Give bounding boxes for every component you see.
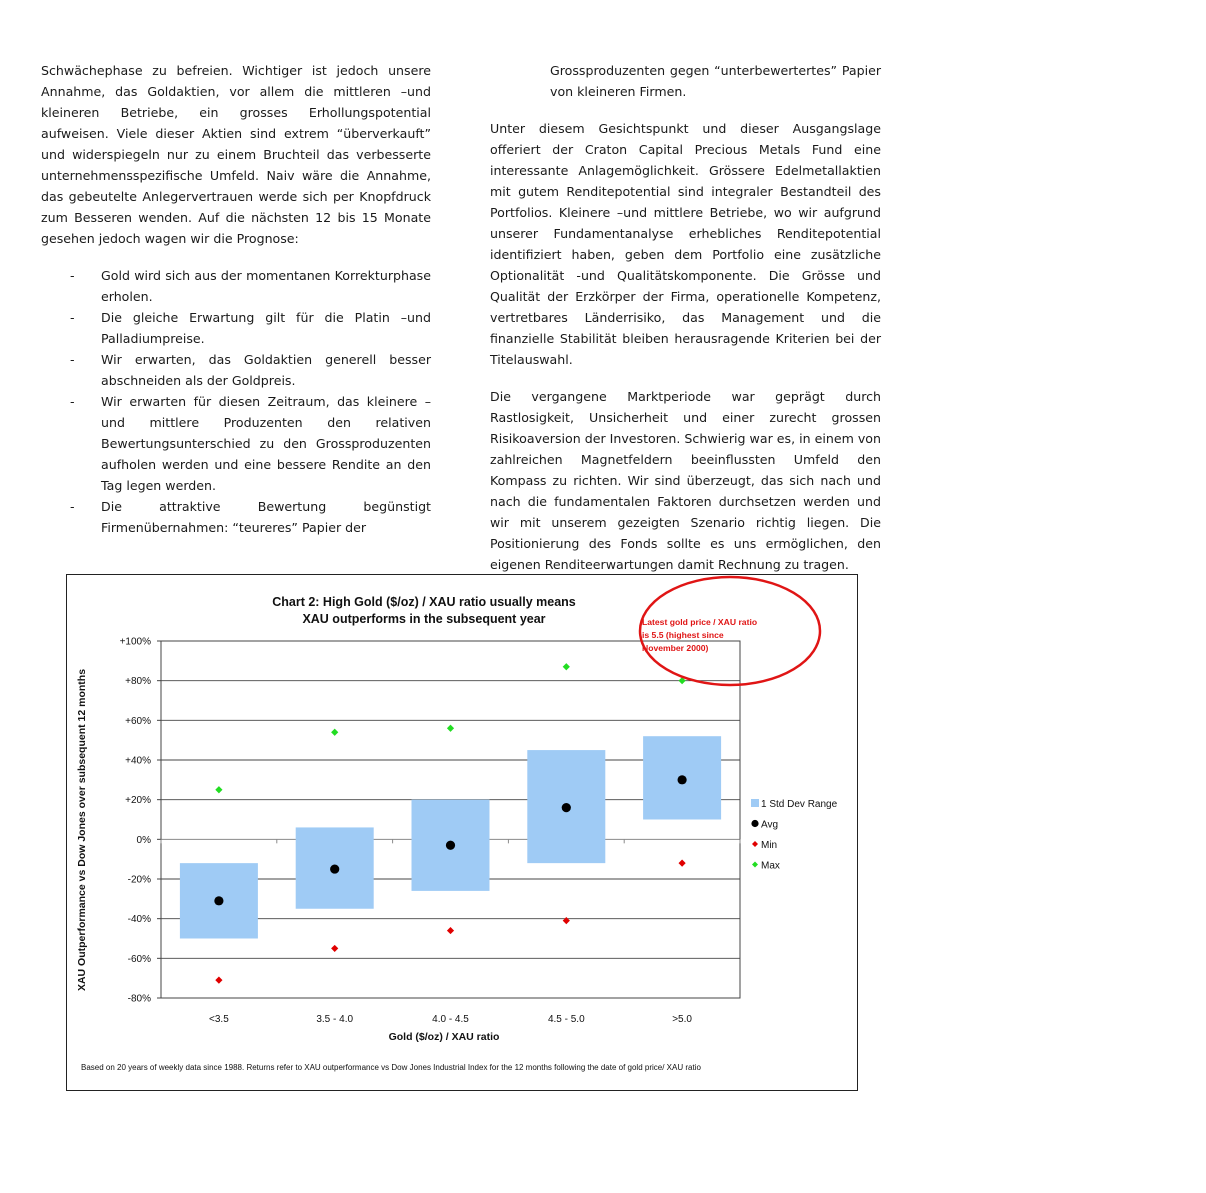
y-tick-label: -80% [127, 993, 151, 1005]
y-tick-label: -40% [127, 914, 151, 926]
legend-swatch-range [751, 799, 759, 807]
forecast-item [41, 307, 431, 349]
legend-swatch-avg [751, 820, 758, 827]
right-column [490, 60, 881, 591]
y-tick-label: 0% [136, 834, 151, 846]
forecast-item-text: Die gleiche Erwartung gilt für die Platin –und Palladiumpreise. [101, 310, 431, 346]
x-tick-label: 4.5 - 5.0 [547, 1014, 585, 1025]
forecast-item-text: Wir erwarten, das Goldaktien generell besser abschneiden als der Goldpreis. [101, 352, 431, 388]
chart-footnote: Based on 20 years of weekly data since 1988. Returns refer to XAU outperformance vs Dow Jones Industrial Index for the 12 months following the date of gold price/ XAU ratio [81, 1063, 701, 1072]
right-paragraph-2: Die vergangene Marktperiode war geprägt durch Rastlosigkeit, Unsicherheit und einer zurecht grossen Risikoaversion der Investoren. Schwierig war es, in einem von zahlreichen Magnetfeldern beeinflussten Umfeld den Kompass zu richten. Wir sind überzeugt, das sich nach und nach die fundamentalen Faktoren durchsetzen werden und wir mit unserem gezeigten Szenario richtig liegen. Die Positionierung des Fonds sollte es uns ermöglichen, den eigenen Renditeerwartungen damit Rechnung zu tragen. [490, 389, 881, 572]
y-tick-label: -60% [127, 953, 151, 965]
y-tick-label: +80% [125, 676, 151, 688]
min-point [447, 927, 454, 934]
min-point [563, 917, 570, 924]
min-point [679, 860, 686, 867]
forecast-item [41, 349, 431, 391]
forecast-list [41, 265, 431, 538]
annotation-text-line: November 2000) [642, 643, 709, 653]
chart-y-axis-label: XAU Outperformance vs Dow Jones over subsequent 12 months [76, 668, 88, 992]
forecast-item-text: Wir erwarten für diesen Zeitraum, das kleinere – und mittlere Produzenten den relativen Bewertungsunterschied zu den Grossproduzenten aufholen werden und eine bessere Rendite an den Tag legen werden. [101, 394, 431, 493]
chart-container [66, 574, 858, 1091]
forecast-item [41, 391, 431, 496]
avg-point [562, 803, 571, 812]
avg-point [678, 775, 687, 784]
min-point [215, 977, 222, 984]
forecast-item-text: Die attraktive Bewertung begünstigt Firmenübernahmen: “teureres” Papier der [101, 499, 431, 535]
x-tick-label: 3.5 - 4.0 [316, 1014, 354, 1025]
left-intro-paragraph: Schwächephase zu befreien. Wichtiger ist jedoch unsere Annahme, das Goldaktien, vor allem die mittleren –und kleineren Betriebe, ein grosses Erhollungspotential aufweisen. Viele dieser Aktien sind extrem “überverkauft” und widerspiegeln nur zu einem Bruchteil das verbesserte unternehmensspezifische Umfeld. Naiv wäre die Annahme, das gebeutelte Anlegervertrauen werde sich per Knopfdruck zum Besseren wenden. Auf die nächsten 12 bis 15 Monate gesehen jedoch wagen wir die Prognose: [41, 63, 431, 246]
bullet-marker: - [70, 268, 75, 283]
min-point [331, 945, 338, 952]
legend-label-avg: Avg [761, 819, 779, 831]
max-point [215, 786, 222, 793]
chart-plot-area [120, 577, 838, 1025]
legend-swatch-max [752, 862, 758, 868]
right-paragraph-1: Unter diesem Gesichtspunkt und dieser Ausgangslage offeriert der Craton Capital Precious Metals Fund eine interessante Anlagemöglichkeit. Grössere Edelmetallaktien mit gutem Renditepotential sind integraler Bestandteil des Portfolios. Kleinere –und mittlere Betriebe, wo wir aufgrund unserer Fundamentanalyse erhebliches Renditepotential identifiziert haben, geben dem Portfolio eine zusätzliche Optionalität -und Qualitätskomponente. Die Grösse und Qualität der Erzkörper der Firma, operationelle Kompetenz, vertretbares Länderrisiko, das Management und die finanzielle Stabilität bleiben herausragende Kriterien bei der Titelauswahl. [490, 121, 881, 367]
forecast-item [41, 265, 431, 307]
right-continuation-text: Grossproduzenten gegen “unterbewertertes” Papier von kleineren Firmen. [550, 63, 881, 99]
left-column [41, 60, 431, 538]
bullet-marker: - [70, 499, 75, 514]
y-tick-label: +40% [125, 755, 151, 767]
legend-swatch-min [752, 841, 758, 847]
legend-label-max: Max [761, 860, 780, 872]
avg-point [446, 841, 455, 850]
bullet-marker: - [70, 394, 75, 409]
chart-x-axis-label: Gold ($/oz) / XAU ratio [388, 1031, 500, 1043]
x-tick-label: 4.0 - 4.5 [432, 1014, 469, 1025]
forecast-item [41, 496, 431, 538]
y-tick-label: -20% [127, 874, 151, 886]
forecast-item-text: Gold wird sich aus der momentanen Korrekturphase erholen. [101, 268, 431, 304]
x-tick-label: >5.0 [672, 1014, 692, 1025]
avg-point [330, 864, 339, 873]
chart-title-line2: XAU outperforms in the subsequent year [302, 612, 546, 626]
y-tick-label: +20% [125, 795, 151, 807]
y-tick-label: +100% [119, 636, 151, 648]
chart-title-line1: Chart 2: High Gold ($/oz) / XAU ratio usually means [272, 595, 576, 609]
legend-label-range: 1 Std Dev Range [761, 799, 838, 810]
annotation-text-line: is 5.5 (highest since [642, 630, 724, 640]
bullet-marker: - [70, 352, 75, 367]
legend-label-min: Min [761, 840, 778, 851]
max-point [331, 729, 338, 736]
x-tick-label: <3.5 [209, 1014, 229, 1025]
max-point [563, 663, 570, 670]
annotation-text-line: Latest gold price / XAU ratio [642, 617, 758, 627]
bullet-marker: - [70, 310, 75, 325]
max-point [447, 725, 454, 732]
avg-point [214, 896, 223, 905]
y-tick-label: +60% [125, 715, 151, 727]
chart-svg [67, 575, 857, 1090]
